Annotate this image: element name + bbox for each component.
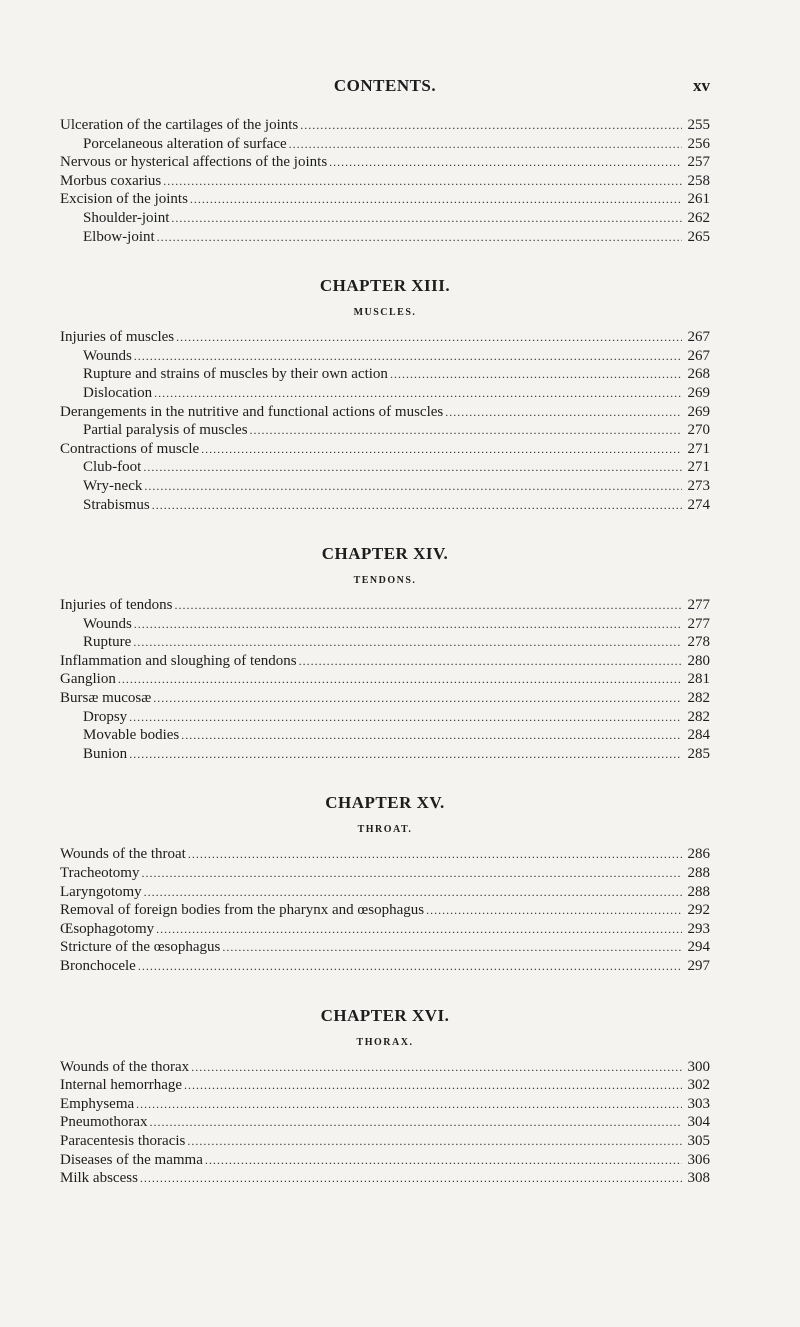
toc-entry: [60, 845, 710, 864]
entry-page-number: 288: [687, 883, 710, 900]
toc-list: [60, 116, 710, 246]
entry-title: Laryngotomy: [60, 883, 142, 900]
toc-entry: [60, 403, 710, 422]
entry-page-number: 293: [687, 920, 710, 937]
entry-page-number: 268: [687, 366, 710, 383]
entry-page-number: 284: [687, 727, 710, 744]
entry-page-number: 269: [687, 403, 710, 420]
entry-page-number: 278: [687, 634, 710, 651]
entry-page-number: 267: [687, 347, 710, 364]
dot-leader: [201, 440, 682, 459]
entry-title: Movable bodies: [83, 727, 180, 744]
entry-title: Shoulder-joint: [83, 209, 170, 226]
entry-title: Milk abscess: [60, 1170, 138, 1187]
entry-page-number: 277: [687, 615, 710, 632]
toc-entry: [60, 477, 710, 496]
entry-title: Excision of the joints: [60, 191, 188, 208]
dot-leader: [141, 864, 682, 883]
entry-title: Strabismus: [83, 496, 150, 513]
dot-leader: [156, 920, 682, 939]
entry-page-number: 297: [687, 958, 710, 974]
chapter-subject: TENDONS.: [353, 575, 417, 587]
entry-page-number: 258: [687, 172, 710, 189]
entry-page-number: 267: [687, 329, 710, 346]
toc-entry: [60, 920, 710, 939]
dot-leader: [143, 458, 682, 477]
dot-leader: [289, 135, 682, 154]
toc-list: [60, 845, 710, 975]
dot-leader: [190, 190, 682, 209]
dot-leader: [134, 347, 682, 366]
entry-page-number: 271: [687, 440, 710, 457]
entry-title: Tracheotomy: [60, 865, 140, 882]
entry-title: Porcelaneous alteration of surface: [83, 135, 287, 152]
entry-title: Removal of foreign bodies from the pharynx and œsophagus: [60, 902, 425, 919]
toc-entry: [60, 440, 710, 459]
entry-page-number: 304: [687, 1114, 710, 1131]
dot-leader: [445, 403, 682, 422]
toc-entry: [60, 209, 710, 228]
chapters: [60, 274, 710, 1188]
entry-title: Injuries of tendons: [60, 597, 173, 614]
dot-leader: [163, 172, 682, 191]
toc-entry: [60, 172, 710, 191]
dot-leader: [390, 365, 682, 384]
entry-title: Wounds: [83, 615, 132, 632]
page-number: xv: [693, 76, 710, 95]
entry-page-number: 281: [687, 671, 710, 688]
toc-entry: [60, 190, 710, 209]
dot-leader: [144, 477, 682, 496]
entry-title: Internal hemorrhage: [60, 1077, 183, 1094]
chapter-heading: CHAPTER XVI.: [320, 1005, 450, 1025]
entry-page-number: 257: [687, 154, 710, 171]
dot-leader: [300, 116, 682, 135]
toc-list: [60, 1058, 710, 1188]
continued-section: [60, 116, 710, 246]
entry-title: Ganglion: [60, 671, 116, 688]
entry-page-number: 292: [687, 902, 710, 919]
toc-entry: [60, 883, 710, 902]
toc-entry: [60, 670, 710, 689]
dot-leader: [136, 1095, 682, 1114]
chapter-section: [60, 791, 710, 975]
dot-leader: [205, 1151, 682, 1170]
dot-leader: [191, 1058, 682, 1077]
dot-leader: [152, 496, 682, 515]
dot-leader: [299, 652, 682, 671]
dot-leader: [153, 689, 682, 708]
entry-page-number: 282: [687, 690, 710, 707]
toc-entry: [60, 116, 710, 135]
entry-title: Pneumothorax: [60, 1114, 148, 1131]
entry-title: Bronchocele: [60, 958, 136, 974]
toc-entry: [60, 864, 710, 883]
chapter-subject: THORAX.: [356, 1036, 414, 1048]
toc-entry: [60, 347, 710, 366]
entry-page-number: 285: [687, 745, 710, 762]
toc-list: [60, 596, 710, 763]
entry-page-number: 288: [687, 865, 710, 882]
entry-page-number: 308: [687, 1170, 710, 1187]
toc-entry: [60, 496, 710, 515]
toc-entry: [60, 726, 710, 745]
dot-leader: [188, 845, 682, 864]
toc-entry: [60, 957, 710, 976]
entry-title: Wounds of the thorax: [60, 1058, 190, 1075]
chapter-heading: CHAPTER XIII.: [319, 276, 451, 296]
dot-leader: [171, 209, 682, 228]
entry-title: Œsophagotomy: [60, 920, 155, 937]
entry-page-number: 282: [687, 708, 710, 725]
entry-page-number: 271: [687, 459, 710, 476]
entry-title: Diseases of the mamma: [60, 1151, 203, 1168]
toc-entry: [60, 652, 710, 671]
entry-title: Dropsy: [83, 708, 128, 725]
dot-leader: [129, 745, 682, 764]
entry-title: Emphysema: [60, 1095, 135, 1112]
toc-entry: [60, 596, 710, 615]
toc-entry: [60, 135, 710, 154]
toc-entry: [60, 901, 710, 920]
entry-title: Nervous or hysterical affections of the joints: [60, 154, 328, 171]
toc-entry: [60, 1058, 710, 1077]
dot-leader: [222, 938, 682, 957]
entry-title: Injuries of muscles: [60, 329, 175, 346]
entry-page-number: 305: [687, 1132, 710, 1149]
entry-page-number: 294: [687, 939, 710, 956]
toc-entry: [60, 1095, 710, 1114]
dot-leader: [140, 1169, 682, 1188]
entry-page-number: 306: [687, 1151, 710, 1168]
entry-page-number: 269: [687, 384, 710, 401]
toc-entry: [60, 745, 710, 764]
entry-title: Morbus coxarius: [60, 172, 162, 189]
entry-title: Wounds of the throat: [60, 846, 186, 863]
entry-title: Dislocation: [83, 384, 153, 401]
chapter-heading: CHAPTER XIV.: [321, 544, 449, 564]
entry-title: Stricture of the œsophagus: [60, 939, 221, 956]
chapter-section: [60, 274, 710, 514]
dot-leader: [144, 883, 682, 902]
entry-title: Elbow-joint: [83, 228, 155, 245]
dot-leader: [181, 726, 682, 745]
dot-leader: [174, 596, 682, 615]
dot-leader: [133, 633, 682, 652]
entry-page-number: 274: [687, 496, 710, 513]
toc-entry: [60, 421, 710, 440]
entry-title: Club-foot: [83, 459, 142, 476]
entry-title: Paracentesis thoracis: [60, 1132, 186, 1149]
dot-leader: [129, 708, 682, 727]
dot-leader: [329, 153, 682, 172]
toc-entry: [60, 1132, 710, 1151]
dot-leader: [184, 1076, 682, 1095]
entry-title: Inflammation and sloughing of tendons: [60, 652, 297, 669]
toc-entry: [60, 1169, 710, 1188]
entry-page-number: 262: [687, 209, 710, 226]
toc-entry: [60, 153, 710, 172]
toc-entry: [60, 228, 710, 247]
entry-page-number: 256: [687, 135, 710, 152]
dot-leader: [426, 901, 682, 920]
page-title: CONTENTS.: [333, 76, 437, 95]
toc-entry: [60, 633, 710, 652]
entry-page-number: 302: [687, 1077, 710, 1094]
dot-leader: [157, 228, 682, 247]
entry-page-number: 303: [687, 1095, 710, 1112]
entry-title: Wounds: [83, 347, 132, 364]
entry-title: Bursæ mucosæ: [60, 690, 152, 707]
entry-title: Rupture: [83, 634, 132, 651]
entry-page-number: 265: [687, 228, 710, 245]
toc-entry: [60, 1151, 710, 1170]
entry-page-number: 273: [687, 477, 710, 494]
entry-page-number: 280: [687, 652, 710, 669]
toc-list: [60, 328, 710, 514]
dot-leader: [118, 670, 682, 689]
toc-entry: [60, 458, 710, 477]
dot-leader: [176, 328, 682, 347]
dot-leader: [138, 957, 682, 976]
entry-title: Rupture and strains of muscles by their own action: [83, 366, 388, 383]
toc-entry: [60, 1113, 710, 1132]
toc-entry: [60, 1076, 710, 1095]
dot-leader: [150, 1113, 683, 1132]
entry-page-number: 286: [687, 846, 710, 863]
toc-entry: [60, 689, 710, 708]
chapter-heading: CHAPTER XV.: [325, 793, 445, 813]
chapter-subject: THROAT.: [357, 824, 413, 836]
dot-leader: [154, 384, 682, 403]
entry-title: Wry-neck: [83, 477, 143, 494]
entry-page-number: 255: [687, 117, 710, 133]
toc-entry: [60, 615, 710, 634]
running-header: [60, 76, 710, 116]
dot-leader: [134, 615, 682, 634]
entry-title: Bunion: [83, 745, 128, 762]
toc-entry: [60, 328, 710, 347]
contents-page: [60, 0, 710, 1188]
toc-entry: [60, 384, 710, 403]
entry-title: Contractions of muscle: [60, 440, 200, 457]
dot-leader: [187, 1132, 682, 1151]
chapter-section: [60, 542, 710, 763]
toc-entry: [60, 938, 710, 957]
chapter-subject: MUSCLES.: [353, 307, 417, 319]
entry-page-number: 277: [687, 597, 710, 614]
toc-entry: [60, 708, 710, 727]
dot-leader: [250, 421, 682, 440]
entry-title: Partial paralysis of muscles: [83, 422, 248, 439]
entry-title: Derangements in the nutritive and functional actions of muscles: [60, 403, 444, 420]
entry-page-number: 270: [687, 422, 710, 439]
entry-page-number: 300: [687, 1058, 710, 1075]
chapter-section: [60, 1004, 710, 1188]
toc-entry: [60, 365, 710, 384]
entry-title: Ulceration of the cartilages of the joints: [60, 117, 299, 133]
entry-page-number: 261: [687, 191, 710, 208]
